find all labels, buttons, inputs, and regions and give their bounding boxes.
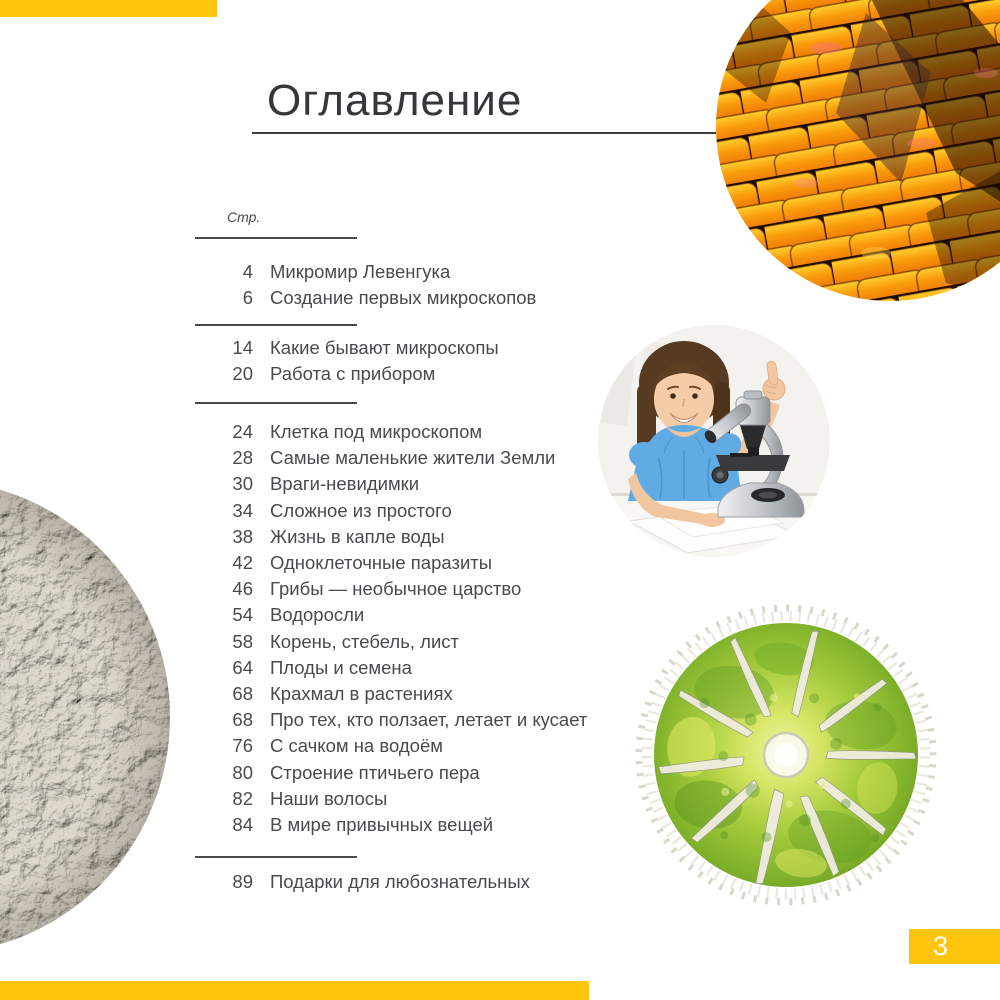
toc-row: [195, 576, 625, 602]
toc-entry-title: Одноклеточные паразиты: [270, 552, 493, 574]
toc-row: [195, 733, 625, 759]
toc-page-number: 82: [232, 787, 253, 809]
toc-entry-title: Корень, стебель, лист: [270, 630, 460, 652]
toc-entry-title: С сачком на водоём: [270, 735, 443, 757]
fibrous-texture-art: [0, 480, 170, 954]
toc-entry-title: Строение птичьего пера: [270, 761, 480, 783]
toc-page-number: 68: [232, 682, 253, 704]
page-number: 3: [933, 931, 949, 961]
toc-entry-title: Враги-невидимки: [270, 473, 420, 495]
butterfly-scales-art: [716, 0, 1000, 301]
title-underline: [252, 132, 716, 134]
toc-row: [195, 498, 625, 524]
toc-page-number: 24: [232, 421, 253, 443]
toc-page-number: 58: [232, 630, 253, 652]
toc-entry-title: Сложное из простого: [270, 499, 452, 521]
toc-row: [195, 812, 625, 838]
toc-page-number: 6: [242, 287, 253, 309]
algae-art: [629, 598, 943, 912]
toc-entry-title: Клетка под микроскопом: [270, 421, 483, 443]
toc-page-number: 20: [232, 363, 253, 385]
toc-group: [195, 335, 625, 387]
toc-row: [195, 361, 625, 387]
toc-page-number: 46: [232, 578, 253, 600]
toc-page-number: 4: [242, 261, 253, 283]
toc-entry-title: Какие бывают микроскопы: [270, 337, 499, 359]
toc-entry-title: В мире привычных вещей: [270, 813, 494, 835]
toc-column-header: Стр.: [227, 209, 261, 225]
toc-row: [195, 707, 625, 733]
toc-divider: [195, 237, 357, 239]
toc-divider: [195, 402, 357, 404]
page-title: Оглавление: [267, 76, 523, 125]
toc-page-number: 54: [232, 604, 253, 626]
toc-entry-title: Грибы — необычное царство: [270, 578, 522, 600]
toc-row: [195, 419, 625, 445]
toc-row: [195, 629, 625, 655]
toc-divider: [195, 856, 357, 858]
toc-row: [195, 471, 625, 497]
toc-page-number: 84: [232, 813, 253, 835]
toc-entry-title: Работа с прибором: [270, 363, 436, 385]
toc-page-number: 64: [232, 656, 253, 678]
toc-page-number: 42: [232, 552, 253, 574]
toc-row: [195, 445, 625, 471]
toc-page-number: 38: [232, 525, 253, 547]
page-number-badge: [909, 929, 1000, 964]
top-accent-bar: [0, 0, 217, 17]
toc-row: [195, 655, 625, 681]
toc-entry-title: Самые маленькие жители Земли: [270, 447, 556, 469]
bottom-accent-bar: [0, 981, 589, 1000]
toc-row: [195, 681, 625, 707]
toc-group: [195, 869, 625, 895]
toc-entry-title: Водоросли: [270, 604, 365, 626]
toc-group: [195, 419, 625, 838]
toc-row: [195, 285, 625, 311]
toc-row: [195, 786, 625, 812]
toc-entry-title: Крахмал в растениях: [270, 682, 453, 704]
toc-row: [195, 550, 625, 576]
toc-row: [195, 259, 625, 285]
toc-entry-title: Создание первых микроскопов: [270, 287, 537, 309]
image-girl-with-microscope: [598, 325, 830, 557]
toc-row: [195, 602, 625, 628]
toc-page-number: 89: [232, 871, 253, 893]
toc-page-number: 76: [232, 735, 253, 757]
toc-group: [195, 259, 625, 311]
toc-entry-title: Про тех, кто ползает, летает и кусает: [270, 709, 588, 731]
girl-with-microscope-art: [598, 325, 830, 557]
toc-row: [195, 869, 625, 895]
toc-entry-title: Микромир Левенгука: [270, 261, 451, 283]
image-butterfly-wing-scales: [716, 0, 1000, 301]
toc-row: [195, 759, 625, 785]
toc-row: [195, 524, 625, 550]
toc-row: [195, 335, 625, 361]
toc-page-number: 68: [232, 709, 253, 731]
toc-page-number: 14: [232, 337, 253, 359]
toc-entry-title: Плоды и семена: [270, 656, 412, 678]
image-green-algae: [629, 598, 943, 912]
toc-page-number: 80: [232, 761, 253, 783]
toc-page-number: 28: [232, 447, 253, 469]
toc-page-number: 30: [232, 473, 253, 495]
toc-entry-title: Подарки для любознательных: [270, 871, 530, 893]
toc-divider: [195, 324, 357, 326]
toc-entry-title: Наши волосы: [270, 787, 388, 809]
image-fibrous-structure: [0, 480, 170, 954]
toc-page-number: 34: [232, 499, 253, 521]
toc-entry-title: Жизнь в капле воды: [270, 525, 445, 547]
